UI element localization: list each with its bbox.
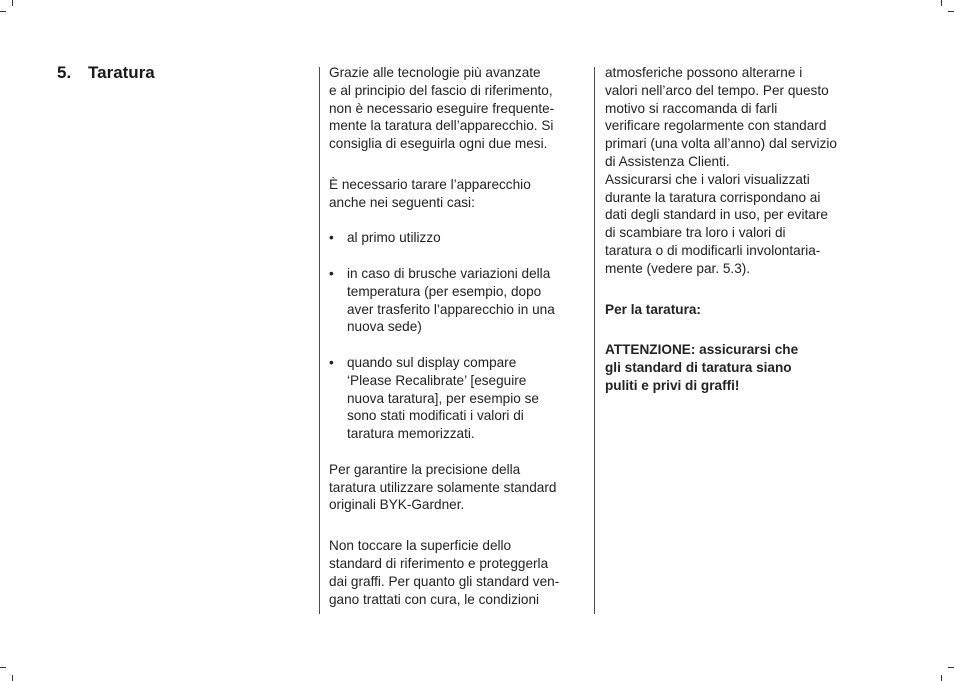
text-line: temperatura (per esempio, dopo: [347, 283, 542, 299]
text-line: taratura o di modificarli involontaria-: [605, 242, 821, 258]
text-line: gano trattati con cura, le condizioni: [329, 591, 540, 607]
text-line: di scambiare tra loro i valori di: [605, 225, 786, 241]
continuation-paragraph: [605, 64, 867, 278]
crop-mark: [12, 0, 13, 6]
text-line: e al principio del fascio di riferimento,: [329, 82, 553, 98]
bullet-icon: •: [329, 230, 334, 246]
bullet-item: [329, 265, 591, 336]
text-line: in caso di brusche variazioni della: [347, 265, 551, 281]
text-line: È necessario tarare l’apparecchio: [329, 176, 531, 192]
subheading: Per la taratura:: [605, 301, 701, 317]
section-number: 5.: [57, 63, 72, 82]
text-line: quando sul display compare: [347, 354, 517, 370]
bullet-item: [329, 229, 591, 247]
text-line: puliti e privi di graffi!: [605, 377, 740, 393]
text-line: al primo utilizzo: [347, 230, 441, 246]
text-line: primari (una volta all’anno) dal servizio: [605, 136, 837, 152]
text-line: standard di riferimento e proteggerla: [329, 555, 549, 571]
crop-mark: [948, 11, 954, 12]
crop-mark: [941, 0, 942, 6]
text-line: di Assistenza Clienti.: [605, 153, 730, 169]
text-line: mente la taratura dell’apparecchio. Si: [329, 118, 554, 134]
text-line: Assicurarsi che i valori visualizzati: [605, 171, 810, 187]
crop-mark: [948, 667, 954, 668]
section-title: Taratura: [88, 63, 155, 82]
text-column-1: [329, 64, 591, 608]
bullet-icon: •: [329, 354, 334, 370]
precision-paragraph: [329, 461, 591, 514]
handling-paragraph: [329, 537, 591, 608]
crop-mark: [0, 11, 6, 12]
crop-mark: [941, 675, 942, 681]
text-line: originali BYK-Gardner.: [329, 497, 465, 513]
text-line: nuova sede): [347, 319, 422, 335]
cases-intro-paragraph: [329, 176, 591, 212]
intro-paragraph: [329, 64, 591, 153]
text-line: dai graffi. Per quanto gli standard ven-: [329, 573, 560, 589]
text-line: verificare regolarmente con standard: [605, 118, 827, 134]
text-line: ‘Please Recalibrate’ [eseguire: [347, 372, 527, 388]
text-line: non è necessario eseguire frequente-: [329, 100, 555, 116]
text-line: gli standard di taratura siano: [605, 360, 792, 376]
text-column-2: [605, 64, 867, 395]
text-line: Non toccare la superficie dello: [329, 538, 512, 554]
text-line: ATTENZIONE: assicurarsi che: [605, 342, 799, 358]
text-line: atmosferiche possono alterarne i: [605, 65, 803, 80]
warning-note: [605, 341, 867, 394]
text-line: durante la taratura corrispondano ai: [605, 189, 821, 205]
text-line: taratura memorizzati.: [347, 426, 475, 442]
text-line: valori nell’arco del tempo. Per questo: [605, 82, 829, 98]
bullet-item: [329, 354, 591, 443]
text-line: motivo si raccomanda di farli: [605, 100, 778, 116]
text-line: Per garantire la precisione della: [329, 461, 521, 477]
crop-mark: [12, 675, 13, 681]
text-line: consiglia di eseguirla ogni due mesi.: [329, 136, 548, 152]
text-line: aver trasferito l’apparecchio in una: [347, 301, 555, 317]
text-line: nuova taratura], per esempio se: [347, 390, 539, 406]
crop-mark: [0, 667, 6, 668]
text-line: Grazie alle tecnologie più avanzate: [329, 65, 541, 80]
text-line: taratura utilizzare solamente standard: [329, 479, 557, 495]
section-heading: [57, 63, 155, 83]
text-line: dati degli standard in uso, per evitare: [605, 207, 828, 223]
column-divider: [594, 67, 595, 614]
text-line: mente (vedere par. 5.3).: [605, 260, 751, 276]
bullet-icon: •: [329, 265, 334, 281]
text-line: anche nei seguenti casi:: [329, 194, 475, 210]
text-line: sono stati modificati i valori di: [347, 408, 524, 424]
column-divider: [319, 67, 320, 614]
